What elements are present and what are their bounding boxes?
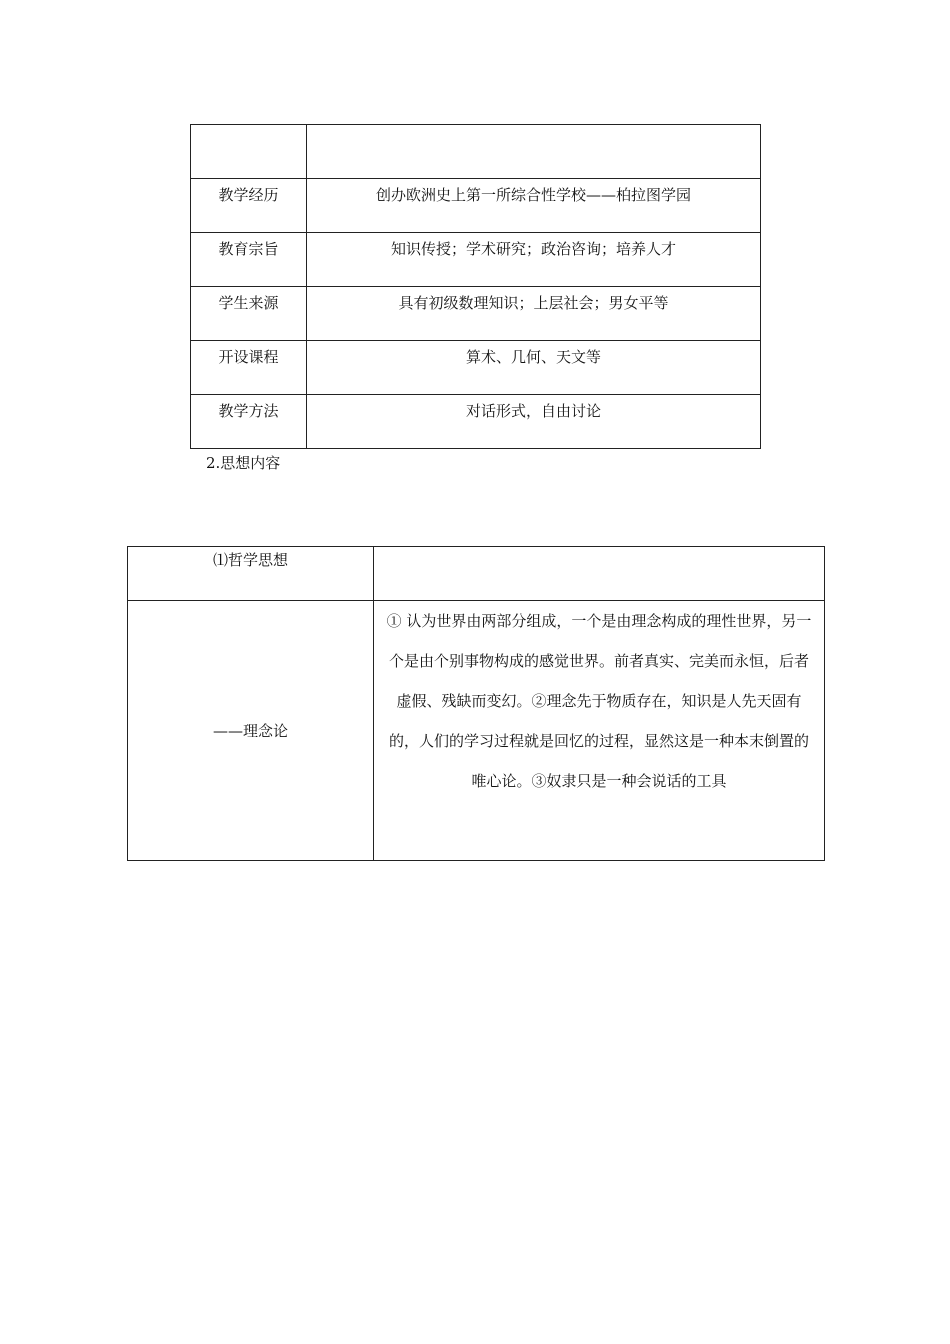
row-value: 知识传授；学术研究；政治咨询；培养人才 — [307, 233, 761, 287]
section-heading: 2.思想内容 — [206, 454, 281, 472]
table-row — [191, 233, 761, 287]
row-label — [191, 125, 307, 179]
table-header-row — [128, 547, 825, 601]
row-value: 对话形式，自由讨论 — [307, 395, 761, 449]
table-row — [191, 179, 761, 233]
row-label: 教学经历 — [191, 179, 307, 233]
table-row — [128, 601, 825, 861]
philosophy-table — [127, 546, 825, 861]
row-value: 创办欧洲史上第一所综合性学校——柏拉图学园 — [307, 179, 761, 233]
row-value — [307, 125, 761, 179]
table-row — [191, 125, 761, 179]
row-label: 教学方法 — [191, 395, 307, 449]
row-label: 学生来源 — [191, 287, 307, 341]
row-label: 开设课程 — [191, 341, 307, 395]
row-value: 算术、几何、天文等 — [307, 341, 761, 395]
table-row — [191, 341, 761, 395]
row-value: 具有初级数理知识；上层社会；男女平等 — [307, 287, 761, 341]
table-row — [191, 395, 761, 449]
header-right-cell — [374, 547, 825, 601]
row-label: 教育宗旨 — [191, 233, 307, 287]
academy-info-table — [190, 124, 761, 449]
theory-description: ① 认为世界由两部分组成，一个是由理念构成的理性世界，另一个是由个别事物构成的感觉世界。前者真实、完美而永恒，后者虚假、残缺而变幻。②理念先于物质存在，知识是人先天固有的，人们的学习过程就是回忆的过程，显然这是一种本末倒置的唯心论。③奴隶只是一种会说话的工具 — [374, 601, 825, 861]
table-row — [191, 287, 761, 341]
theory-label: ——理念论 — [128, 601, 374, 861]
header-left-cell: ⑴哲学思想 — [128, 547, 374, 601]
